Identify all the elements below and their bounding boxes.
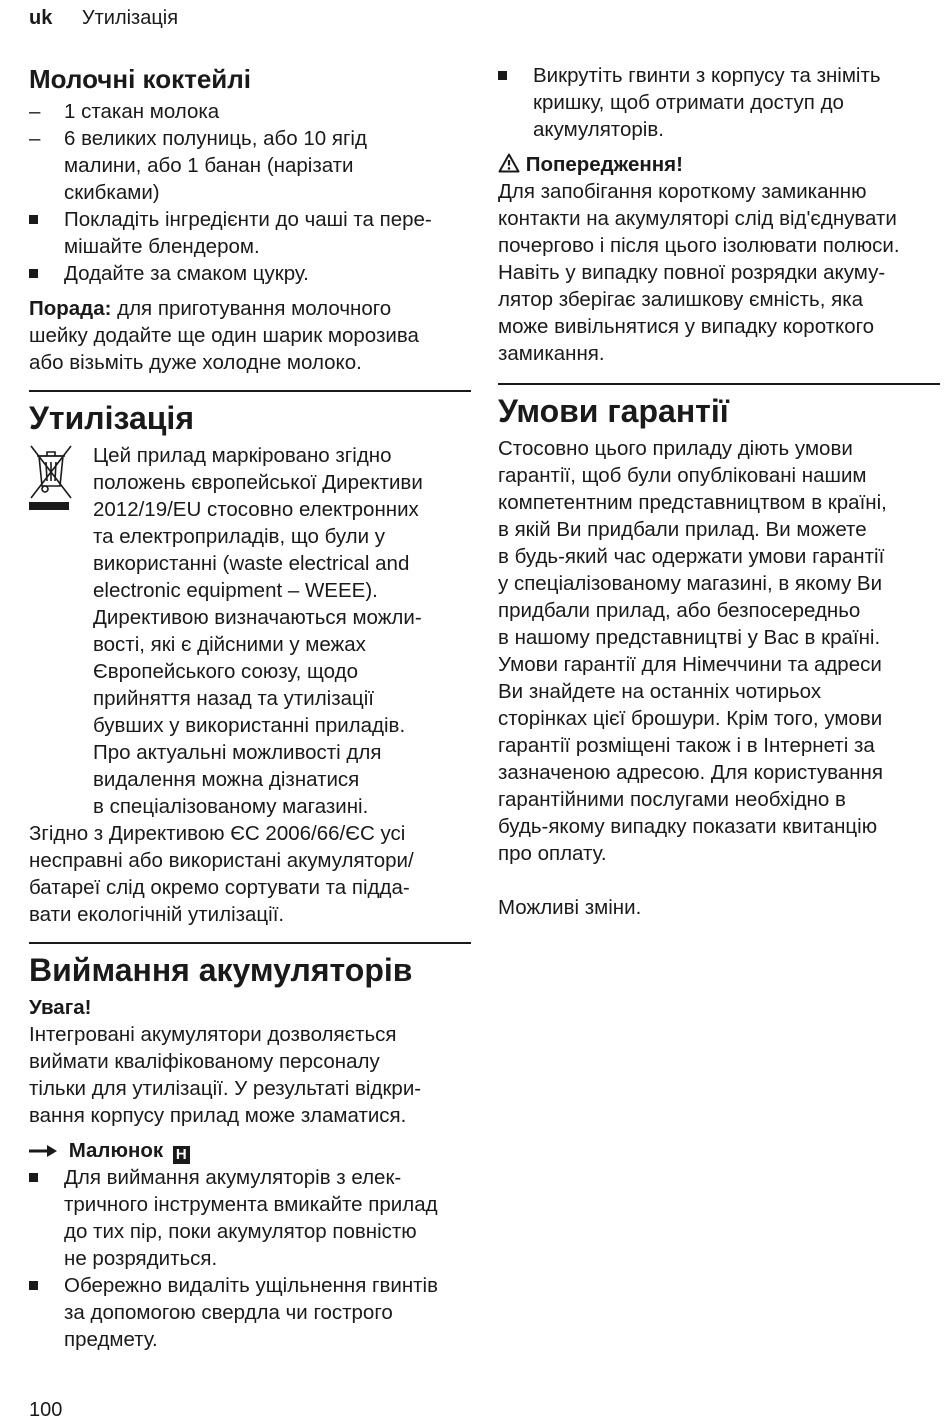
- removal-steps-list: [29, 1164, 471, 1353]
- dash-bullet: –: [29, 100, 41, 123]
- disposal-text: Цей прилад маркіровано згідно положень європейської Директиви 2012/19/EU стосовно електронних та електроприладів, що були у використанні (waste electrical and electronic equipment – WEEE). Директивою визначаються можли- вості, які є дійсними у межах Європейського союзу, щодо прийняття назад та утилізації бувших у використанні приладів. Про актуальні можливості для видалення можна дізнатися в спеціалізованому магазині.: [93, 444, 423, 818]
- step-text: Додайте за смаком цукру.: [64, 262, 309, 285]
- list-item: [29, 1272, 471, 1353]
- square-bullet-icon: [29, 206, 59, 233]
- tip-text: для приготування молочного шейку додайте ще один шарик морозива або візьміть дуже холодне молоко.: [29, 297, 419, 374]
- attention-text: Інтегровані акумулятори дозволяється виймати кваліфікованому персоналу тільки для утилізації. У результаті відкри- вання корпусу прилад може зламатися.: [29, 1023, 422, 1127]
- page-number: 100: [29, 1399, 63, 1421]
- list-item: [29, 260, 471, 287]
- step-text: Для виймання акумуляторів з елек- тричного інструмента вмикайте прилад до тих пір, поки акумулятор повністю не розрядиться.: [64, 1166, 438, 1270]
- list-item: [498, 62, 940, 143]
- ingredients-list: [29, 98, 471, 287]
- list-item: [29, 1164, 471, 1272]
- attention-label: Увага!: [29, 996, 92, 1019]
- language-code: uk: [29, 7, 53, 29]
- tip-paragraph: [29, 295, 471, 376]
- header-section: Утилізація: [81, 7, 179, 29]
- step-text: Викрутіть гвинти з корпусу та зніміть кришку, щоб отримати доступ до акумуляторів.: [533, 64, 881, 141]
- tip-label: Порада:: [29, 297, 112, 320]
- warranty-text: Стосовно цього приладу діють умови гарантії, щоб були опубліковані нашим компетентним представництвом в країні, в якій Ви придбали прилад. Ви можете в будь-який час одержати умови гарантії у спеціалізованому магазині, в якому Ви придбали прилад, або безпосередньо в нашому представництві у Вас в країні. Умови гарантії для Німеччини та адреси Ви знайдете на останніх чотирьох сторінках цієї брошури. Крім того, умови гарантії розміщені також і в Інтернеті за зазначеною адресою. Для користування гарантійними послугами необхідно в будь-якому випадку показати квитанцію про оплату.: [498, 437, 887, 865]
- page-header: [29, 6, 178, 30]
- arrow-right-icon: [29, 1139, 59, 1162]
- list-item: [29, 125, 471, 206]
- battery-removal-title: Виймання акумуляторів: [29, 952, 413, 988]
- step-text: Обережно видаліть ущільнення гвинтів за допомогою свердла чи гострого предмету.: [64, 1274, 438, 1351]
- ingredient-text: 6 великих полуниць, або 10 ягід малини, або 1 банан (нарізати скибками): [64, 127, 367, 204]
- right-column: [498, 62, 940, 921]
- square-bullet-icon: [29, 1272, 59, 1299]
- dash-bullet: –: [29, 127, 41, 150]
- removal-steps-continued: [498, 62, 940, 143]
- list-item: [29, 206, 471, 260]
- figure-label: Малюнок: [68, 1139, 164, 1162]
- left-column: [29, 62, 471, 1353]
- warning-text: Для запобігання короткому замиканню контакти на акумуляторі слід від'єднувати почергово і після цього ізолювати полюси. Навіть у випадку повної розрядки акуму- лятор зберігає залишкову ємність, яка може вивільнятися у випадку короткого замикання.: [498, 180, 900, 365]
- milkshakes-title: Молочні коктейлі: [29, 64, 252, 94]
- square-bullet-icon: [498, 62, 528, 89]
- figure-reference: [29, 1137, 471, 1164]
- warning-triangle-icon: [498, 153, 520, 176]
- crossed-out-wheelie-bin-icon: [29, 442, 93, 820]
- step-text: Покладіть інгредієнти до чаші та пере- мішайте блендером.: [64, 208, 432, 258]
- warning-heading: [498, 151, 940, 178]
- disposal-title: Утилізація: [29, 400, 194, 436]
- list-item: [29, 98, 471, 125]
- warning-label: Попередження!: [525, 153, 683, 176]
- battery-directive-text: Згідно з Директивою ЄС 2006/66/ЄС усі несправні або використані акумулятори/ батареї слід окремо сортувати та підда- вати екологічній утилізації.: [29, 822, 414, 926]
- square-bullet-icon: [29, 1164, 59, 1191]
- ingredient-text: 1 стакан молока: [64, 100, 220, 123]
- warranty-title: Умови гарантії: [498, 393, 729, 429]
- figure-letter: H: [173, 1146, 190, 1164]
- changes-note: Можливі зміни.: [498, 896, 642, 919]
- disposal-block: [29, 442, 471, 820]
- square-bullet-icon: [29, 260, 59, 287]
